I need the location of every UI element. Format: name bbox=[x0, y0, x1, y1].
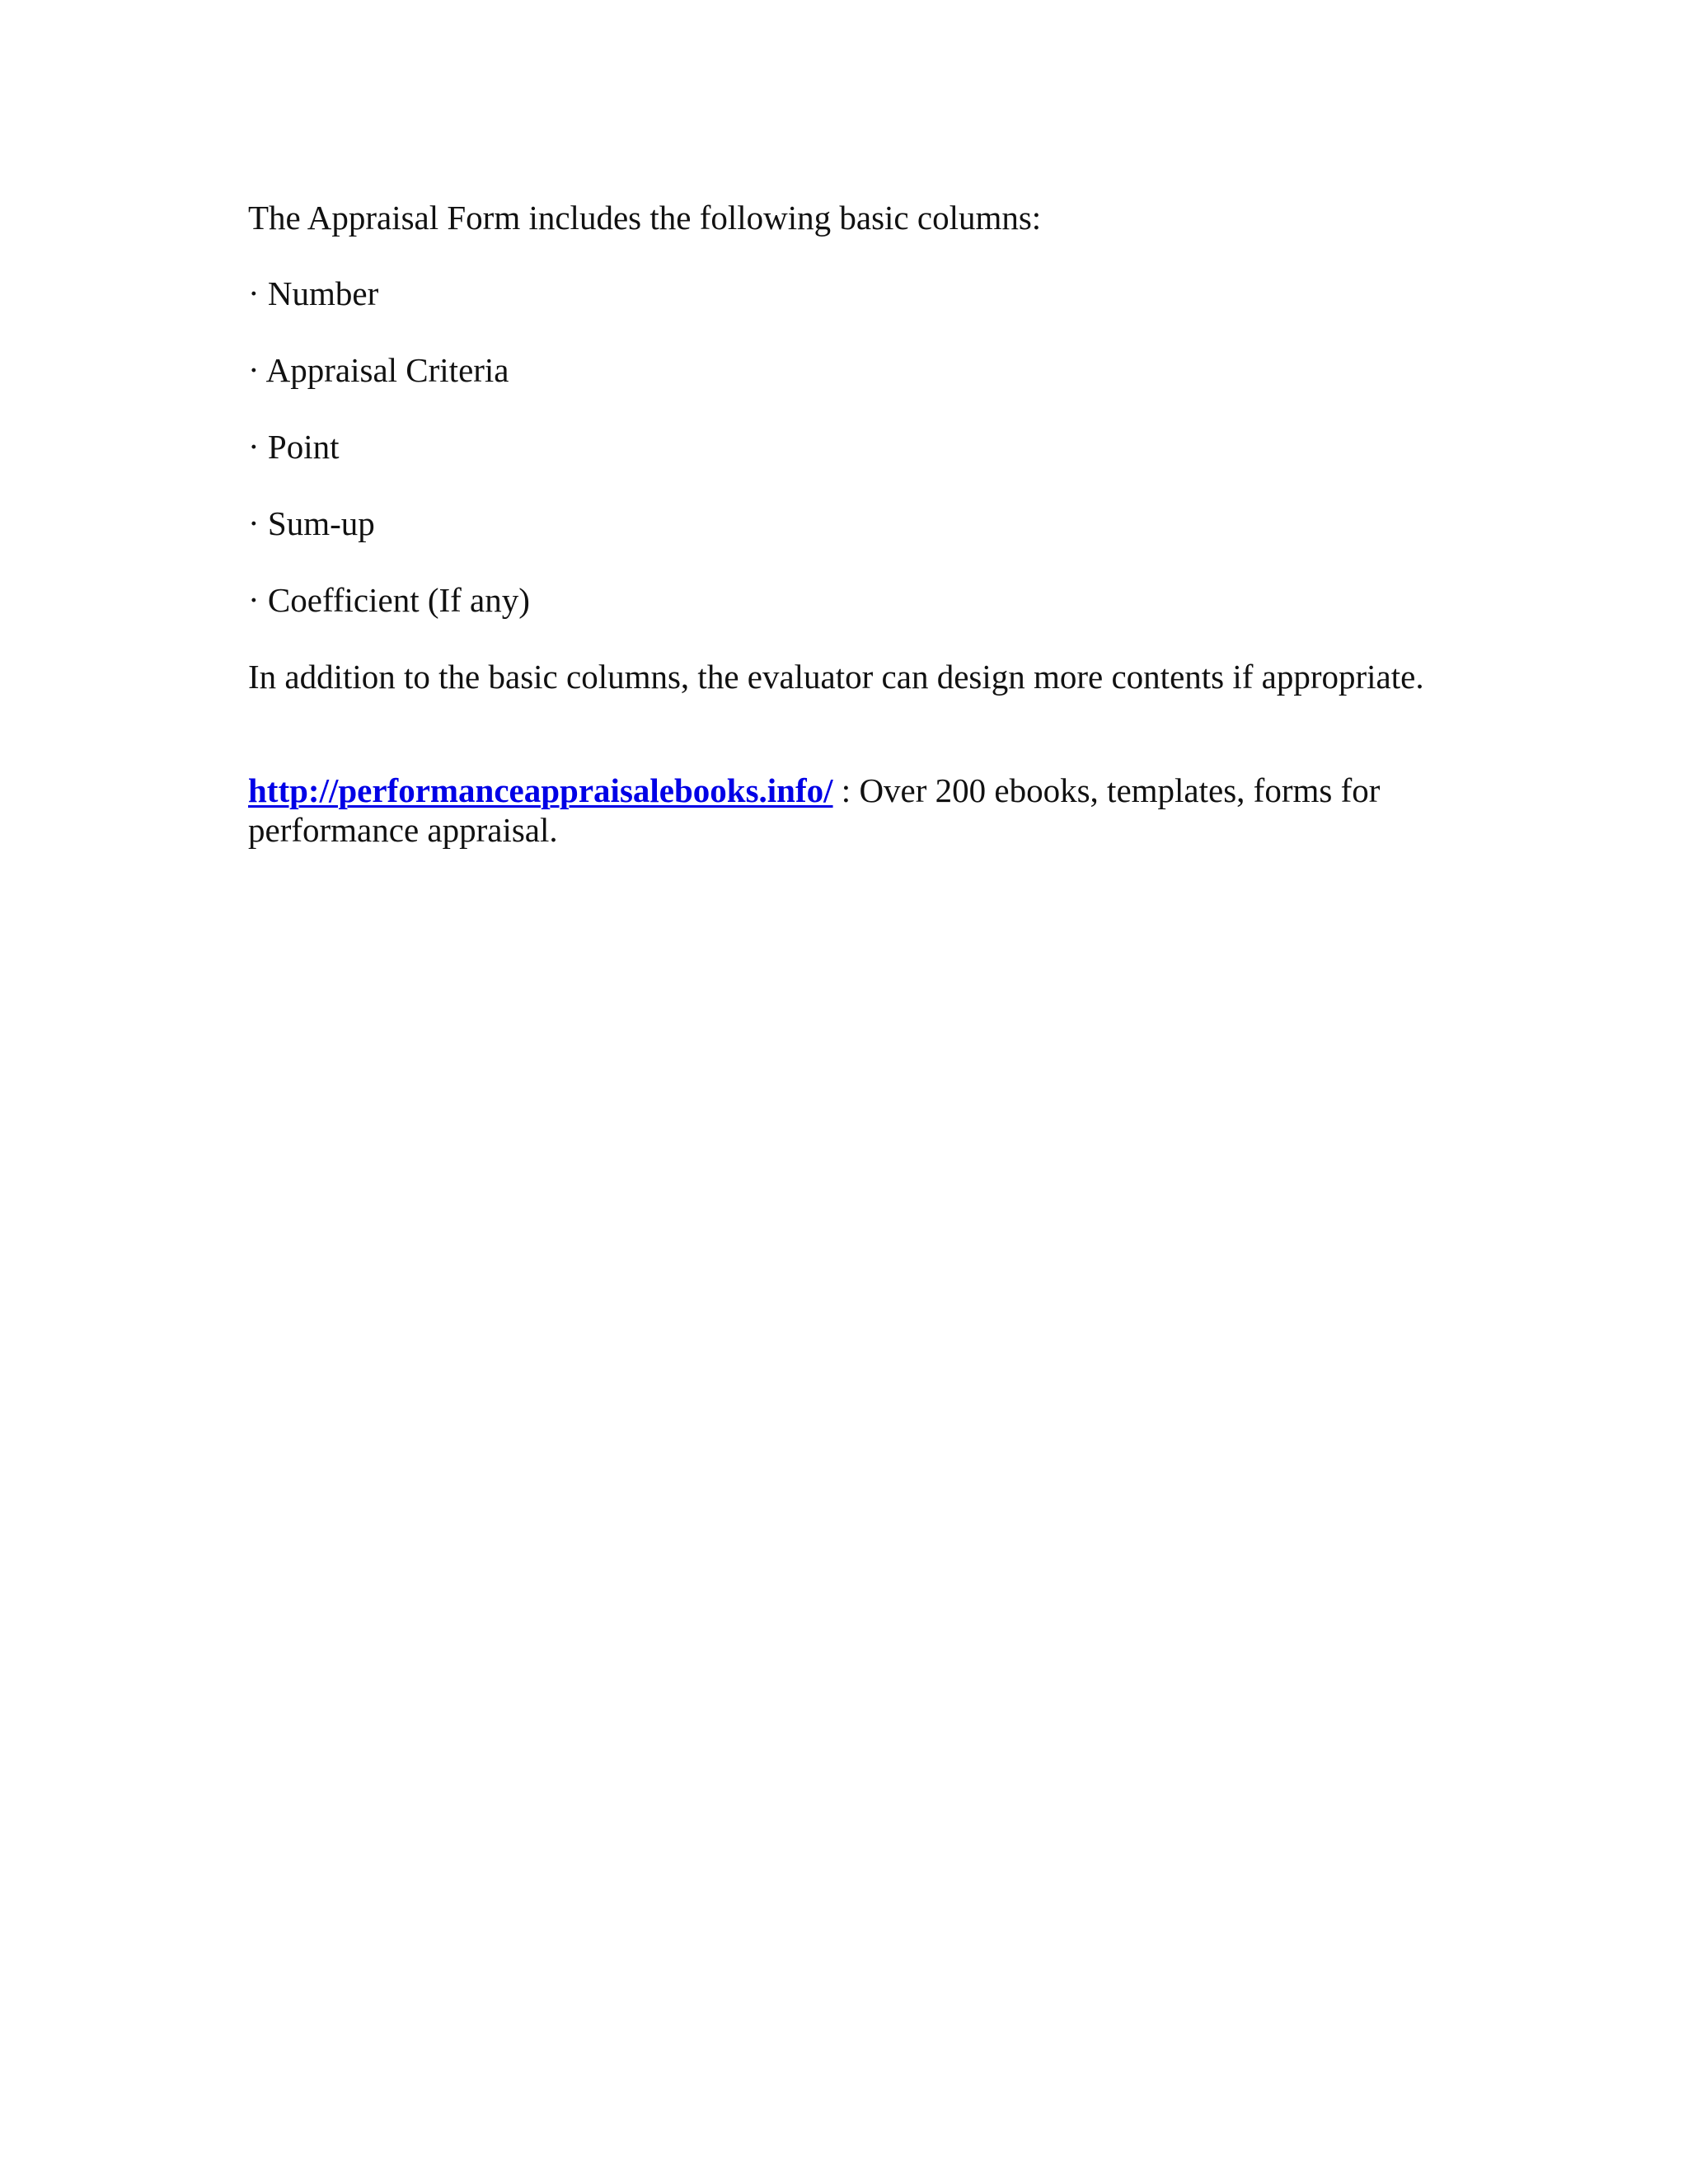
intro-paragraph: The Appraisal Form includes the following basic columns: bbox=[248, 199, 1042, 237]
website-link[interactable]: http://performanceappraisalebooks.info/ bbox=[248, 771, 833, 809]
closing-paragraph: In addition to the basic columns, the evaluator can design more contents if appropriate. bbox=[248, 658, 1424, 696]
bullet-sum-up: · Sum-up bbox=[248, 504, 375, 542]
footer-description: : Over 200 ebooks, templates, forms for performance appraisal. bbox=[248, 771, 1381, 849]
bullet-point: · Point bbox=[248, 428, 340, 466]
bullet-coefficient: · Coefficient (If any) bbox=[248, 581, 530, 619]
bullet-appraisal-criteria: · Appraisal Criteria bbox=[248, 351, 509, 389]
bullet-number: · Number bbox=[248, 274, 379, 312]
footer-paragraph bbox=[248, 771, 1443, 850]
